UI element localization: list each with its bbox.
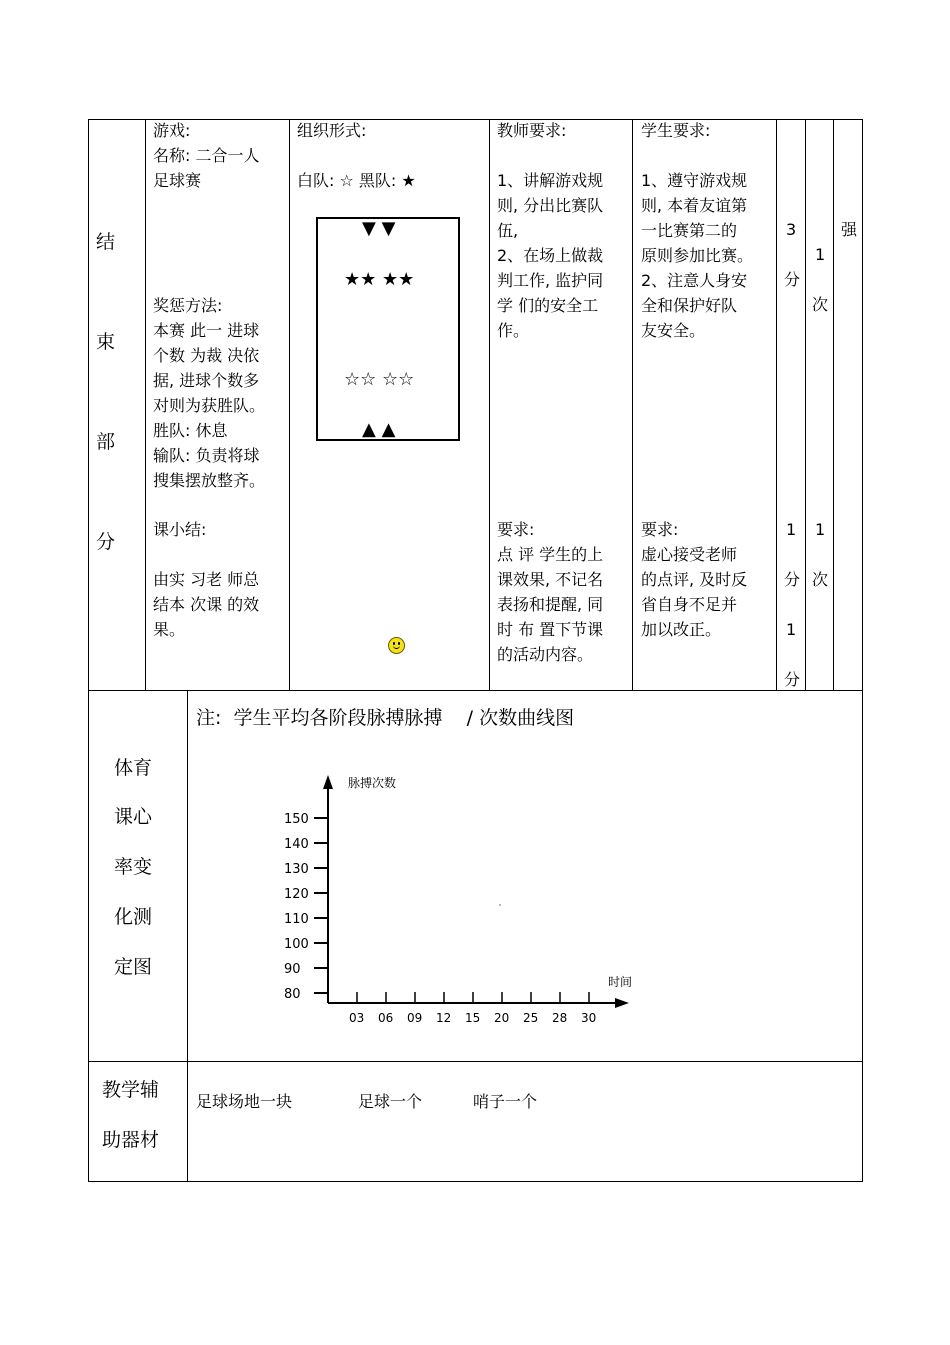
count-value: 1 (815, 245, 826, 264)
reward-line: 本赛 此一 进球 (153, 321, 260, 340)
student-req-line: 省自身不足并 (641, 595, 738, 614)
teacher-line: 学 们的安全工 (497, 296, 599, 315)
student-line: 全和保护好队 (641, 296, 738, 315)
summary-line: 结本 次课 的效 (153, 595, 260, 614)
student-req-heading: 要求: (641, 520, 679, 539)
student-line: 则, 本着友谊第 (641, 196, 748, 215)
equipment-label-line: 教学辅 (102, 1079, 160, 1101)
x-tick-label: 25 (523, 1011, 539, 1025)
x-tick-label: 28 (552, 1011, 568, 1025)
y-tick-label: 100 (284, 937, 309, 952)
student-line: 1、遵守游戏规 (641, 171, 748, 190)
section-label-char: 束 (96, 331, 116, 353)
field-row-black-stars: ★★ ★★ (344, 269, 415, 290)
y-axis-title: 脉搏次数 (348, 776, 397, 790)
summary-line: 果。 (153, 620, 186, 639)
summary-line: 由实 习老 师总 (153, 570, 260, 589)
teacher-line: 1、讲解游戏规 (497, 171, 604, 190)
heart-rate-label-line: 化测 (114, 906, 153, 928)
student-line: 友安全。 (641, 321, 706, 340)
x-axis-arrow (615, 998, 629, 1008)
heart-rate-label-line: 定图 (114, 956, 153, 978)
reward-line: 输队: 负责将球 (153, 446, 260, 465)
teacher-line: 伍, (497, 221, 519, 240)
game-heading: 游戏: (153, 121, 191, 140)
teacher-line: 判工作, 监护同 (497, 271, 604, 290)
teacher-req-heading: 要求: (497, 520, 535, 539)
teacher-req-line: 时 布 置下节课 (497, 620, 604, 639)
y-axis-arrow (323, 775, 333, 789)
teacher-heading: 教师要求: (497, 121, 567, 140)
heart-rate-label-line: 体育 (114, 757, 153, 779)
reward-line: 搜集摆放整齐。 (153, 471, 266, 490)
x-tick-label: 09 (407, 1011, 423, 1025)
teacher-req-line: 的活动内容。 (497, 645, 594, 664)
student-line: 2、注意人身安 (641, 271, 748, 290)
stray-dot (499, 904, 500, 905)
section-label-char: 结 (96, 231, 116, 253)
y-tick-label: 90 (284, 962, 301, 977)
time-unit: 分 (784, 670, 801, 689)
game-name-line: 足球赛 (153, 171, 202, 190)
student-req-line: 的点评, 及时反 (641, 570, 748, 589)
reward-line: 据, 进球个数多 (153, 371, 260, 390)
x-tick-label: 03 (349, 1011, 365, 1025)
x-tick-label: 06 (378, 1011, 394, 1025)
field-row-triangles-down: ▼ ▼ (362, 218, 396, 239)
equipment-item: 足球场地一块 (196, 1092, 293, 1111)
y-tick-marks (314, 818, 328, 993)
reward-line: 胜队: 休息 (153, 421, 228, 440)
x-axis-title: 时间 (608, 975, 633, 989)
teacher-line: 则, 分出比赛队 (497, 196, 604, 215)
chart-note: 注: 学生平均各阶段脉搏脉搏 / 次数曲线图 (196, 707, 575, 729)
teacher-req-line: 点 评 学生的上 (497, 545, 604, 564)
student-req-line: 虚心接受老师 (641, 545, 738, 564)
student-heading: 学生要求: (641, 121, 711, 140)
y-tick-label: 140 (284, 837, 309, 852)
reward-heading: 奖惩方法: (153, 296, 223, 315)
reward-line: 对则为获胜队。 (153, 396, 266, 415)
student-req-line: 加以改正。 (641, 620, 722, 639)
time-unit: 分 (784, 270, 801, 289)
teacher-req-line: 课效果, 不记名 (497, 570, 604, 589)
x-tick-label: 15 (465, 1011, 481, 1025)
organization-heading: 组织形式: (297, 121, 367, 140)
count-value: 1 (815, 520, 826, 539)
count-unit: 次 (812, 570, 829, 589)
equipment-item: 足球一个 (358, 1092, 423, 1111)
time-value: 1 (786, 620, 797, 639)
y-tick-label: 110 (284, 912, 309, 927)
student-line: 一比赛第二的 (641, 221, 738, 240)
y-tick-label: 120 (284, 887, 309, 902)
x-tick-label: 20 (494, 1011, 510, 1025)
heart-rate-label-line: 率变 (114, 856, 153, 878)
teacher-req-line: 表扬和提醒, 同 (497, 595, 604, 614)
equipment-item: 哨子一个 (473, 1092, 538, 1111)
x-tick-label: 12 (436, 1011, 452, 1025)
section-label-char: 分 (96, 531, 116, 553)
time-value: 3 (786, 220, 797, 239)
equipment-label-line: 助器材 (102, 1129, 160, 1151)
field-row-triangles-up: ▲ ▲ (362, 419, 396, 440)
game-name-line: 名称: 二合一人 (153, 146, 260, 165)
time-value: 1 (786, 520, 797, 539)
x-tick-label: 30 (581, 1011, 597, 1025)
field-row-white-stars: ☆☆ ☆☆ (344, 369, 415, 390)
x-tick-marks (357, 992, 589, 1003)
summary-heading: 课小结: (153, 520, 207, 539)
y-tick-label: 130 (284, 862, 309, 877)
teacher-line: 作。 (497, 321, 530, 340)
time-unit: 分 (784, 570, 801, 589)
teacher-line: 2、在场上做裁 (497, 246, 604, 265)
team-legend: 白队: ☆ 黑队: ★ (297, 171, 416, 190)
heart-rate-label-line: 课心 (114, 806, 153, 828)
y-tick-label: 80 (284, 987, 301, 1002)
count-unit: 次 (812, 295, 829, 314)
student-line: 原则参加比赛。 (641, 246, 754, 265)
section-label-char: 部 (96, 431, 116, 453)
intensity-value: 强 (841, 220, 858, 239)
y-tick-label: 150 (284, 812, 309, 827)
reward-line: 个数 为裁 决依 (153, 346, 260, 365)
